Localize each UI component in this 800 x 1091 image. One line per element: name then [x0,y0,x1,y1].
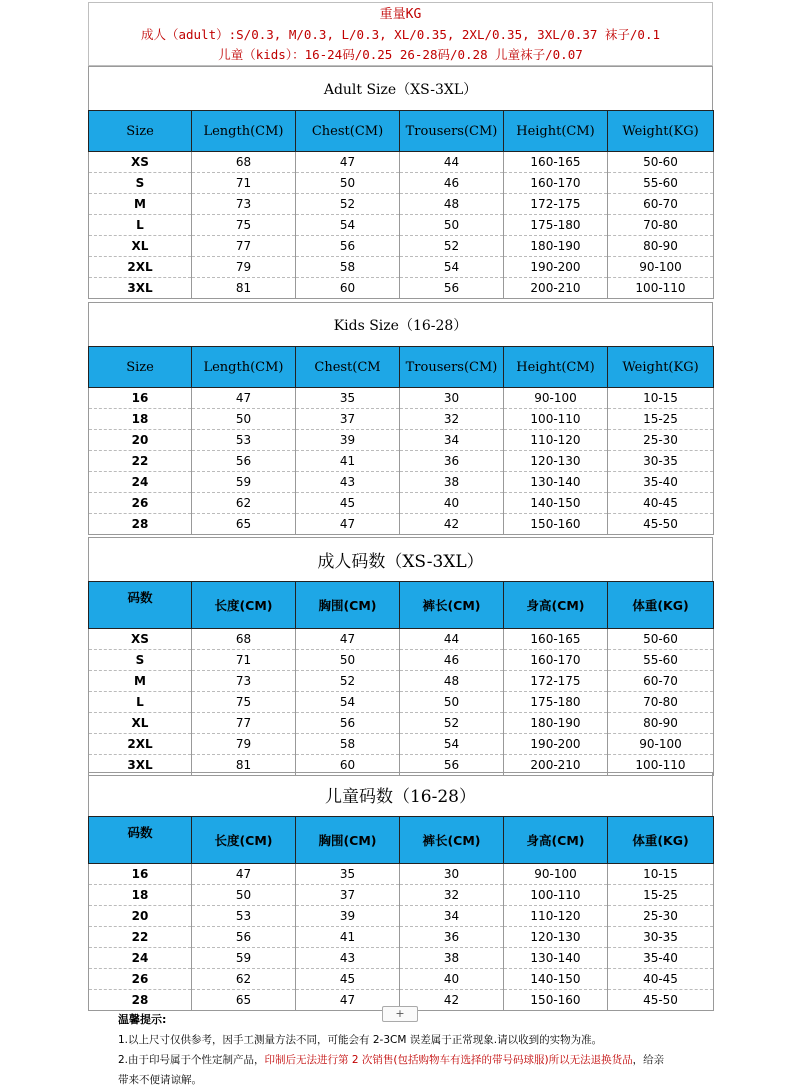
column-header: Trousers(CM) [400,347,504,388]
value-cell: 54 [400,734,504,755]
value-cell: 53 [192,430,296,451]
table-row [89,734,714,755]
value-cell: 42 [400,990,504,1011]
size-cell: 26 [89,493,192,514]
tips-line-3: 带来不便请谅解。 [118,1074,202,1086]
value-cell: 35 [296,864,400,885]
value-cell: 25-30 [608,430,714,451]
value-cell: 90-100 [608,257,714,278]
table-row [89,278,714,299]
value-cell: 110-120 [504,906,608,927]
value-cell: 40 [400,969,504,990]
table-row [89,388,714,409]
value-cell: 15-25 [608,885,714,906]
weight-adult-line: 成人（adult）:S/0.3, M/0.3, L/0.3, XL/0.35, 2XL/0.35, 3XL/0.37 袜子/0.1 [140,27,660,42]
value-cell: 81 [192,755,296,776]
value-cell: 75 [192,215,296,236]
column-header: 长度(CM) [192,817,296,864]
value-cell: 56 [296,713,400,734]
value-cell: 110-120 [504,430,608,451]
value-cell: 39 [296,906,400,927]
value-cell: 47 [296,629,400,650]
value-cell: 40-45 [608,969,714,990]
value-cell: 34 [400,430,504,451]
value-cell: 48 [400,671,504,692]
tips-line-2 [118,1050,758,1070]
value-cell: 130-140 [504,948,608,969]
section-title: 儿童码数（16-28） [88,772,713,816]
table-row [89,671,714,692]
value-cell: 56 [400,278,504,299]
value-cell: 90-100 [504,388,608,409]
value-cell: 73 [192,671,296,692]
value-cell: 35-40 [608,948,714,969]
size-cell: 24 [89,948,192,969]
value-cell: 62 [192,969,296,990]
value-cell: 56 [192,451,296,472]
size-cell: 20 [89,906,192,927]
size-cell: 22 [89,927,192,948]
header-row [89,347,714,388]
value-cell: 45-50 [608,514,714,535]
value-cell: 175-180 [504,692,608,713]
weight-info-box [88,2,713,66]
tips-line-1: 1.以上尺寸仅供参考，因手工测量方法不同，可能会有 2-3CM 误差属于正常现象.请以收到的实物为准。 [118,1034,603,1046]
kids-size-section-zh [88,772,713,1011]
column-header: 裤长(CM) [400,817,504,864]
value-cell: 77 [192,713,296,734]
value-cell: 47 [296,152,400,173]
value-cell: 60 [296,278,400,299]
table-row [89,969,714,990]
table-row [89,152,714,173]
value-cell: 100-110 [608,755,714,776]
table-row [89,194,714,215]
value-cell: 37 [296,409,400,430]
section-title: 成人码数（XS-3XL） [88,537,713,581]
size-cell: 18 [89,885,192,906]
value-cell: 50 [400,215,504,236]
size-cell: 20 [89,430,192,451]
value-cell: 45 [296,969,400,990]
value-cell: 50 [296,650,400,671]
table-row [89,692,714,713]
column-header: 码数 [89,582,192,629]
value-cell: 77 [192,236,296,257]
value-cell: 60-70 [608,671,714,692]
table-row [89,864,714,885]
table-row [89,257,714,278]
tips-block [118,1010,758,1090]
table-row [89,409,714,430]
column-header: Trousers(CM) [400,111,504,152]
value-cell: 70-80 [608,215,714,236]
size-cell: XL [89,713,192,734]
value-cell: 34 [400,906,504,927]
value-cell: 160-165 [504,629,608,650]
size-cell: 18 [89,409,192,430]
value-cell: 52 [400,236,504,257]
value-cell: 65 [192,514,296,535]
value-cell: 35-40 [608,472,714,493]
value-cell: 54 [296,215,400,236]
column-header: Weight(KG) [608,347,714,388]
value-cell: 59 [192,472,296,493]
table-row [89,650,714,671]
value-cell: 50 [296,173,400,194]
value-cell: 180-190 [504,236,608,257]
value-cell: 44 [400,629,504,650]
column-header: 胸围(CM) [296,582,400,629]
value-cell: 40 [400,493,504,514]
tips-heading: 温馨提示: [118,1013,167,1026]
value-cell: 160-165 [504,152,608,173]
table-row [89,451,714,472]
value-cell: 54 [296,692,400,713]
value-cell: 55-60 [608,173,714,194]
column-header: 身高(CM) [504,817,608,864]
value-cell: 47 [192,388,296,409]
size-cell: M [89,671,192,692]
column-header: Height(CM) [504,111,608,152]
table-row [89,430,714,451]
value-cell: 39 [296,430,400,451]
value-cell: 50 [192,409,296,430]
value-cell: 36 [400,927,504,948]
value-cell: 100-110 [504,409,608,430]
value-cell: 73 [192,194,296,215]
value-cell: 120-130 [504,927,608,948]
size-cell: 24 [89,472,192,493]
size-cell: XS [89,629,192,650]
value-cell: 140-150 [504,493,608,514]
adult-size-section-zh [88,537,713,776]
column-header: 体重(KG) [608,582,714,629]
value-cell: 75 [192,692,296,713]
value-cell: 150-160 [504,514,608,535]
column-header: Length(CM) [192,347,296,388]
value-cell: 79 [192,257,296,278]
value-cell: 46 [400,650,504,671]
column-header: Height(CM) [504,347,608,388]
value-cell: 52 [400,713,504,734]
value-cell: 50 [400,692,504,713]
column-header: Weight(KG) [608,111,714,152]
weight-kids-line: 儿童（kids）：16-24码/0.25 26-28码/0.28 儿童袜子/0.07 [218,47,583,62]
value-cell: 100-110 [504,885,608,906]
value-cell: 81 [192,278,296,299]
value-cell: 68 [192,152,296,173]
size-cell: L [89,692,192,713]
value-cell: 160-170 [504,173,608,194]
value-cell: 30-35 [608,451,714,472]
value-cell: 56 [400,755,504,776]
value-cell: 68 [192,629,296,650]
size-cell: XS [89,152,192,173]
kids-size-section-en [88,302,713,535]
value-cell: 36 [400,451,504,472]
value-cell: 44 [400,152,504,173]
value-cell: 54 [400,257,504,278]
table-row [89,713,714,734]
value-cell: 140-150 [504,969,608,990]
size-cell: 16 [89,864,192,885]
value-cell: 38 [400,948,504,969]
value-cell: 59 [192,948,296,969]
value-cell: 47 [296,990,400,1011]
value-cell: 50 [192,885,296,906]
column-header: 体重(KG) [608,817,714,864]
value-cell: 62 [192,493,296,514]
size-cell: M [89,194,192,215]
value-cell: 79 [192,734,296,755]
table-row [89,215,714,236]
value-cell: 43 [296,472,400,493]
header-row [89,817,714,864]
value-cell: 120-130 [504,451,608,472]
value-cell: 90-100 [608,734,714,755]
table-row [89,472,714,493]
column-header: Size [89,111,192,152]
value-cell: 172-175 [504,671,608,692]
value-cell: 56 [296,236,400,257]
value-cell: 47 [296,514,400,535]
value-cell: 180-190 [504,713,608,734]
add-button[interactable]: + [382,1006,418,1022]
size-cell: 26 [89,969,192,990]
column-header: 胸围(CM) [296,817,400,864]
section-title: Kids Size（16-28） [88,302,713,346]
value-cell: 70-80 [608,692,714,713]
value-cell: 46 [400,173,504,194]
header-row [89,111,714,152]
value-cell: 71 [192,650,296,671]
value-cell: 15-25 [608,409,714,430]
size-cell: 28 [89,990,192,1011]
tips-line-2-a: 2.由于印号属于个性定制产品， [118,1054,265,1066]
value-cell: 90-100 [504,864,608,885]
adult-size-section-en [88,66,713,299]
size-cell: 28 [89,514,192,535]
value-cell: 80-90 [608,236,714,257]
size-cell: 2XL [89,257,192,278]
value-cell: 175-180 [504,215,608,236]
value-cell: 71 [192,173,296,194]
value-cell: 30 [400,864,504,885]
weight-title: 重量KG [379,7,422,22]
value-cell: 53 [192,906,296,927]
size-table [88,816,714,1011]
value-cell: 38 [400,472,504,493]
value-cell: 45 [296,493,400,514]
value-cell: 30-35 [608,927,714,948]
value-cell: 65 [192,990,296,1011]
size-cell: 22 [89,451,192,472]
value-cell: 190-200 [504,734,608,755]
value-cell: 40-45 [608,493,714,514]
value-cell: 41 [296,927,400,948]
value-cell: 60 [296,755,400,776]
value-cell: 41 [296,451,400,472]
value-cell: 172-175 [504,194,608,215]
value-cell: 43 [296,948,400,969]
size-cell: 2XL [89,734,192,755]
value-cell: 150-160 [504,990,608,1011]
column-header: 码数 [89,817,192,864]
value-cell: 130-140 [504,472,608,493]
value-cell: 160-170 [504,650,608,671]
value-cell: 190-200 [504,257,608,278]
table-row [89,885,714,906]
size-table [88,581,714,776]
value-cell: 56 [192,927,296,948]
column-header: Chest(CM) [296,111,400,152]
table-row [89,493,714,514]
size-cell: L [89,215,192,236]
header-row [89,582,714,629]
column-header: 长度(CM) [192,582,296,629]
value-cell: 45-50 [608,990,714,1011]
value-cell: 52 [296,671,400,692]
section-title: Adult Size（XS-3XL） [88,66,713,110]
value-cell: 35 [296,388,400,409]
value-cell: 50-60 [608,629,714,650]
column-header: 裤长(CM) [400,582,504,629]
value-cell: 37 [296,885,400,906]
value-cell: 48 [400,194,504,215]
value-cell: 200-210 [504,278,608,299]
value-cell: 58 [296,734,400,755]
value-cell: 25-30 [608,906,714,927]
column-header: Chest(CM [296,347,400,388]
value-cell: 200-210 [504,755,608,776]
size-table [88,110,714,299]
size-cell: S [89,173,192,194]
value-cell: 10-15 [608,864,714,885]
value-cell: 55-60 [608,650,714,671]
size-table [88,346,714,535]
value-cell: 52 [296,194,400,215]
size-cell: 16 [89,388,192,409]
table-row [89,514,714,535]
table-row [89,173,714,194]
size-cell: XL [89,236,192,257]
tips-line-2-b: ，给亲 [632,1054,665,1066]
value-cell: 60-70 [608,194,714,215]
value-cell: 32 [400,409,504,430]
tips-line-2-red: 印制后无法进行第 2 次销售(包括购物车有选择的带号码球服)所以无法退换货品 [264,1054,633,1066]
table-row [89,236,714,257]
table-row [89,629,714,650]
value-cell: 100-110 [608,278,714,299]
value-cell: 50-60 [608,152,714,173]
value-cell: 32 [400,885,504,906]
value-cell: 10-15 [608,388,714,409]
size-cell: 3XL [89,278,192,299]
column-header: Size [89,347,192,388]
column-header: Length(CM) [192,111,296,152]
size-cell: 3XL [89,755,192,776]
column-header: 身高(CM) [504,582,608,629]
size-cell: S [89,650,192,671]
table-row [89,906,714,927]
value-cell: 58 [296,257,400,278]
table-row [89,948,714,969]
value-cell: 80-90 [608,713,714,734]
value-cell: 42 [400,514,504,535]
value-cell: 47 [192,864,296,885]
table-row [89,927,714,948]
value-cell: 30 [400,388,504,409]
